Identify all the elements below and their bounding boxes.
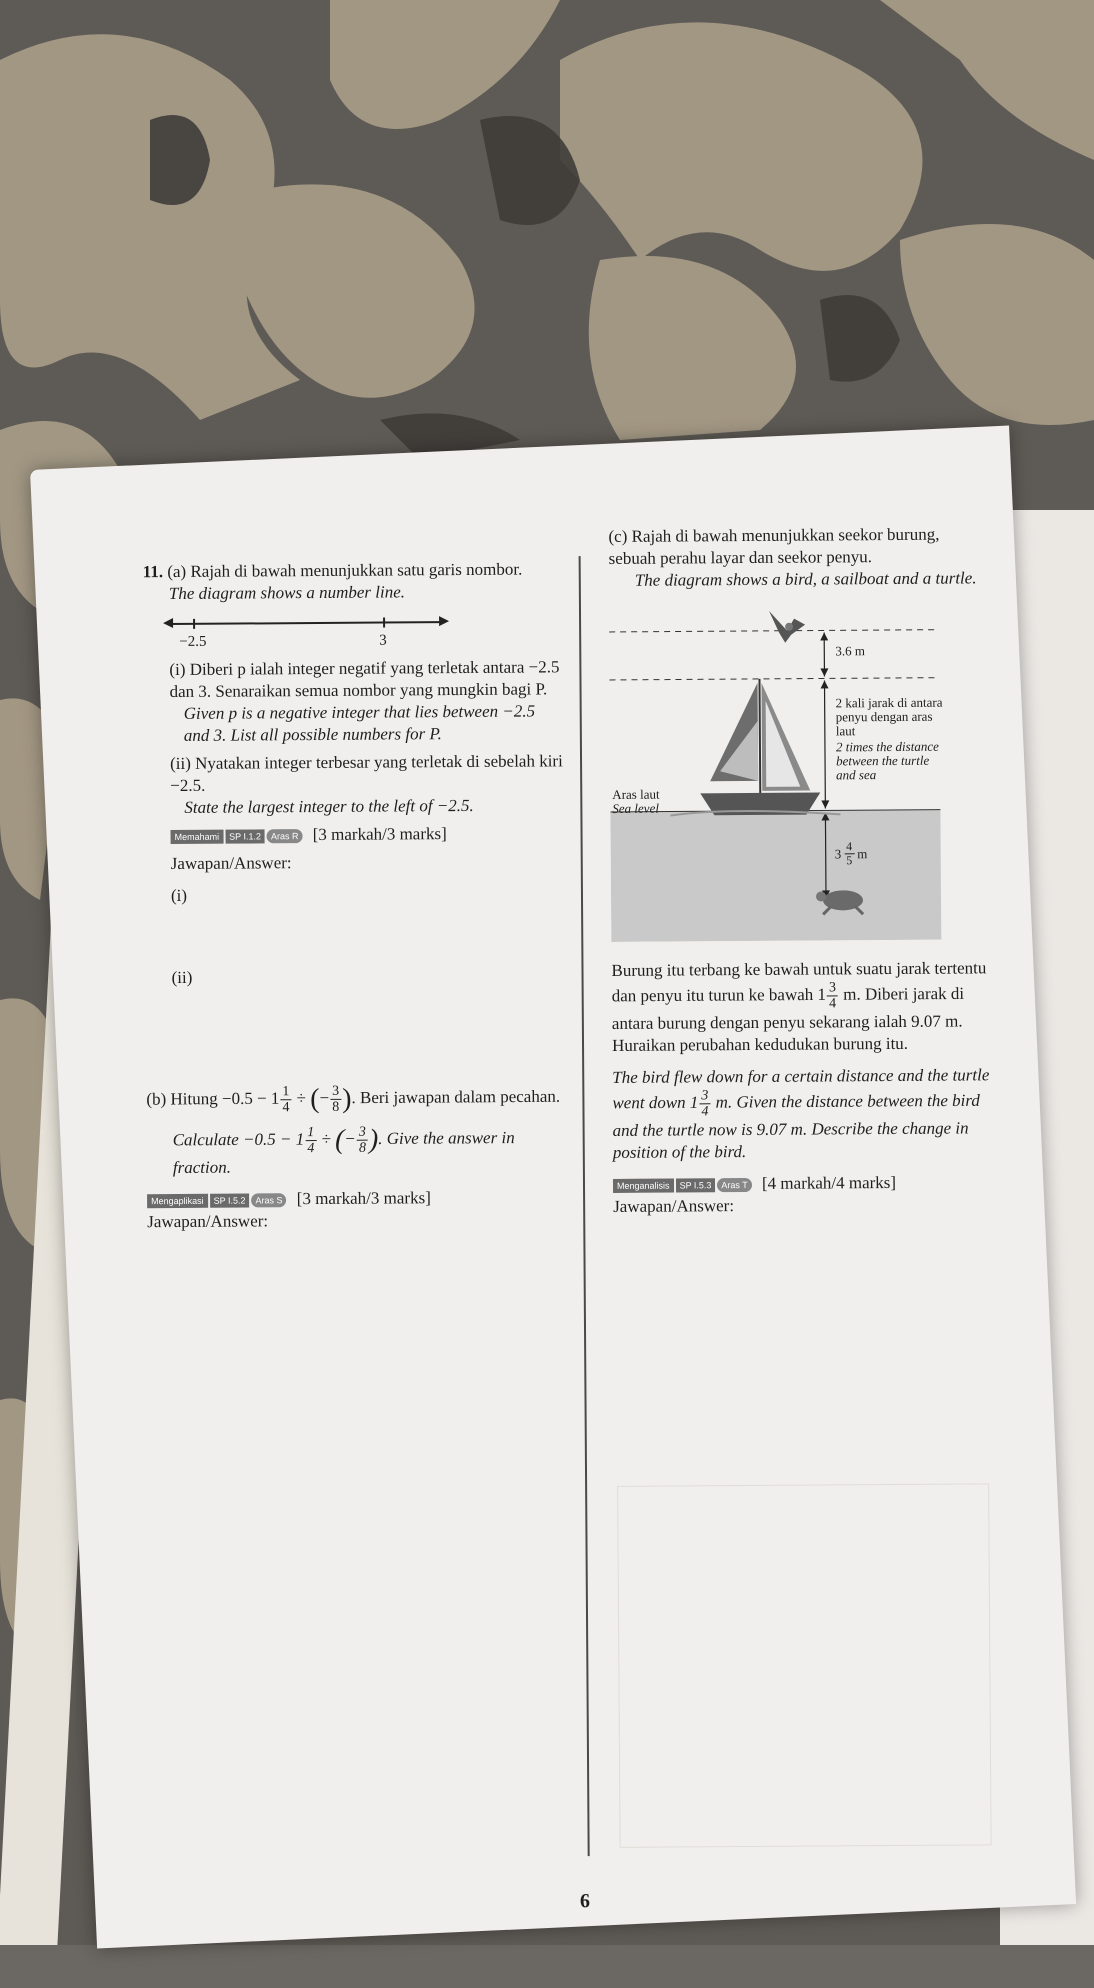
part-c-marks-line: [613, 1171, 993, 1196]
part-b-badges: [147, 1193, 287, 1208]
part-c-body-en-2: m. Given the distance between the bird and the turtle now is 9.07 m. Describe the change in position of the bird.: [613, 1091, 980, 1162]
sea-area: [610, 810, 941, 942]
part-a-marks-line: [144, 822, 564, 847]
en-neg-sign: −: [344, 1129, 356, 1148]
part-a-answer-i: (i): [145, 882, 565, 907]
divide-sign: ÷: [297, 1088, 306, 1107]
part-b-ms-prefix: Hitung −0.5 − 1: [170, 1089, 279, 1109]
part-c-intro-en: The diagram shows a bird, a sailboat and a turtle.: [609, 567, 989, 592]
body-frac-num: 3: [827, 980, 838, 996]
part-a-badges: [171, 829, 303, 844]
part-c-badges: [613, 1178, 752, 1193]
part-a-i-en: Given p is a negative integer that lies between −2.5 and 3. List all possible numbers for P.: [144, 700, 564, 747]
badge-level: Mengaplikasi: [147, 1194, 208, 1208]
part-b-marks: [3 markah/3 marks]: [297, 1188, 431, 1208]
part-c-body-ms-1: Burung itu terbang ke bawah untuk suatu jarak tertentu dan penyu itu turun ke bawah 1: [611, 958, 986, 1005]
body-frac-den: 4: [829, 996, 836, 1011]
page-content: [30, 463, 1020, 1950]
part-c-answer-label: Jawapan/Answer:: [613, 1193, 993, 1218]
part-c-header: [608, 523, 988, 570]
number-line-arrow-right: [439, 616, 449, 626]
part-b-marks-line: [147, 1186, 567, 1211]
part-b-question: (b) Hitung −0.5 − 1 $\frac{1}{4}$ ÷ (− $\frac{3}{8}$ ). Beri jawapan dalam pecahan.: [146, 1082, 566, 1116]
part-b-en-suffix: . Give the answer in fraction.: [173, 1128, 515, 1177]
sailboat-icon: [669, 678, 840, 815]
part-b-label: (b): [146, 1089, 166, 1108]
number-line: [143, 610, 563, 653]
column-divider: [579, 556, 590, 1856]
part-b-frac2: [330, 1084, 341, 1115]
badge-aras: Aras T: [717, 1178, 751, 1192]
part-b-en-prefix: Calculate −0.5 − 1: [173, 1130, 305, 1150]
depth-frac: [844, 840, 854, 867]
en-frac2-num: 3: [357, 1125, 368, 1141]
label-depth: [835, 840, 868, 867]
badge-level: Menganalisis: [613, 1179, 674, 1193]
book-page: [30, 426, 1076, 1949]
part-a-ii-ms: [144, 750, 564, 797]
frac2-num: 3: [330, 1084, 341, 1100]
part-c-body-en-frac: [699, 1088, 710, 1119]
part-b-answer-label: Jawapan/Answer:: [147, 1208, 567, 1233]
badge-sp: SP I.5.3: [675, 1178, 715, 1192]
body-en-frac-num: 3: [699, 1088, 710, 1104]
number-line-label-right: 3: [379, 630, 387, 652]
part-a-i-ms: [143, 656, 563, 703]
part-a-ii-en: State the largest integer to the left of −2.5.: [144, 794, 564, 819]
en-frac2-den: 8: [359, 1141, 366, 1156]
en-frac1-den: 4: [307, 1141, 314, 1156]
tick-3: [383, 618, 385, 628]
badge-aras: Aras R: [267, 829, 303, 843]
depth-whole: 3: [835, 847, 842, 861]
dim-bottom: [825, 812, 826, 898]
depth-unit: m: [857, 847, 867, 861]
bird-level-line: [609, 630, 939, 632]
label-mid-ms: 2 kali jarak di antara penyu dengan aras laut: [836, 696, 946, 739]
badge-aras: Aras S: [251, 1193, 286, 1207]
depth-den: 5: [846, 854, 852, 867]
part-a-i-label: (i): [169, 660, 185, 679]
part-c-body-ms-2: m. Diberi jarak di antara burung dengan penyu sekarang ialah 9.07 m. Huraikan perubahan kedudukan burung itu.: [612, 984, 964, 1055]
part-c-intro-ms: Rajah di bawah menunjukkan seekor burung, sebuah perahu layar dan seekor penyu.: [609, 525, 940, 568]
bird-icon: [769, 611, 805, 643]
part-a-label: (a): [167, 562, 186, 581]
part-c-body-en-1: The bird flew down for a certain distance and the turtle went down 1: [612, 1065, 989, 1112]
label-mid-en: 2 times the distance between the turtle and sea: [836, 740, 946, 783]
mast-level-line: [609, 678, 939, 680]
right-column: [608, 523, 993, 1218]
page-number: 6: [580, 1890, 590, 1913]
badge-sp: SP I.1.2: [225, 829, 265, 843]
label-sea-level-ms: Aras laut: [612, 788, 659, 802]
number-line-axis: [169, 621, 439, 624]
bird-boat-turtle-diagram: [609, 599, 991, 942]
tick-neg-2-5: [193, 619, 195, 629]
part-c-body-frac: [827, 980, 838, 1011]
badge-level: Memahami: [171, 830, 224, 844]
part-a-intro-en: The diagram shows a number line.: [143, 580, 563, 605]
part-a-marks: [3 markah/3 marks]: [313, 824, 447, 844]
dim-mid: [824, 680, 825, 808]
neg-sign: −: [319, 1088, 329, 1107]
part-c-body-ms: [611, 957, 992, 1057]
left-column: [143, 558, 568, 1233]
part-a-header: [143, 558, 563, 583]
depth-num: 4: [844, 840, 854, 854]
part-b-en-frac2: [357, 1125, 368, 1156]
part-c-body-en: [612, 1064, 993, 1164]
question-number: 11.: [143, 562, 163, 581]
part-a-intro-ms: Rajah di bawah menunjukkan satu garis nombor.: [190, 560, 522, 581]
part-b-question-en: Calculate −0.5 − 1 $\frac{1}{4}$ ÷ (− $\frac{3}{8}$ ). Give the answer in fraction.: [147, 1123, 567, 1179]
part-b-frac1: [280, 1084, 291, 1115]
part-b-ms-suffix: . Beri jawapan dalam pecahan.: [351, 1087, 560, 1107]
part-a-ii-label: (ii): [170, 754, 191, 773]
label-sea-level-en: Sea level: [612, 802, 659, 816]
frac1-num: 1: [280, 1084, 291, 1100]
body-en-frac-den: 4: [701, 1104, 708, 1119]
part-a-i-ms-text: Diberi p ialah integer negatif yang terletak antara −2.5 dan 3. Senaraikan semua nombor yang mungkin bagi P.: [169, 657, 559, 701]
part-a-answer-ii: (ii): [145, 964, 565, 989]
part-c-answer-area[interactable]: [617, 1483, 992, 1848]
part-c-label: (c): [608, 527, 627, 546]
part-b-en-frac1: [305, 1125, 316, 1156]
frac1-den: 4: [282, 1100, 289, 1115]
part-c-marks: [4 markah/4 marks]: [762, 1173, 896, 1193]
en-frac1-num: 1: [305, 1125, 316, 1141]
part-a-ii-ms-text: Nyatakan integer terbesar yang terletak di sebelah kiri −2.5.: [170, 751, 563, 795]
badge-sp: SP I.5.2: [210, 1194, 250, 1208]
label-top-distance: 3.6 m: [835, 644, 865, 658]
en-divide-sign: ÷: [321, 1129, 330, 1148]
frac2-den: 8: [332, 1100, 339, 1115]
part-a-answer-label: Jawapan/Answer:: [145, 850, 565, 875]
number-line-label-left: −2.5: [179, 631, 206, 653]
